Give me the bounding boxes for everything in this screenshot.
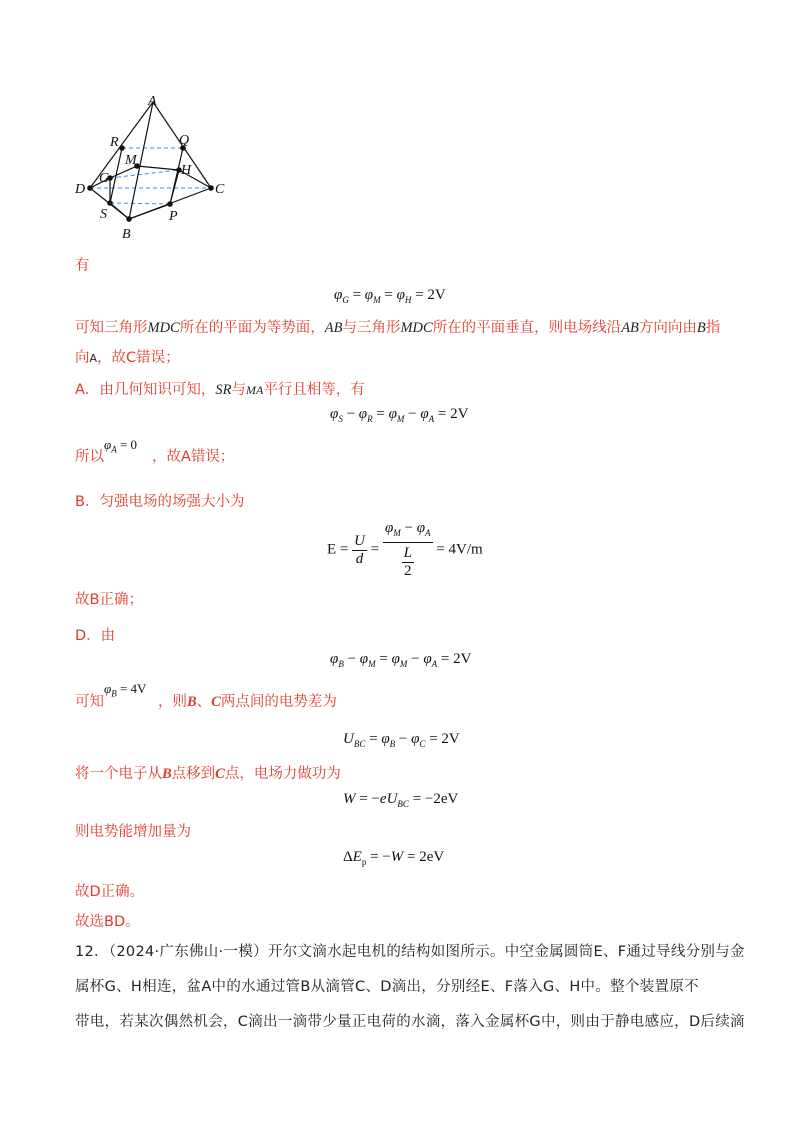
- paragraph-1-line-2: 向A，故C错误；: [75, 350, 180, 366]
- question-12-line-1: 12．（2024·广东佛山·一模）开尔文滴水起电机的结构如图所示。中空金属圆筒E、F通过导线分别与金: [75, 944, 745, 960]
- equation-6: $W = -eU_{BC} = -2eV$: [343, 791, 459, 809]
- label-A: A: [148, 94, 157, 109]
- equation-phi-b: $\varphi_B = 4V$: [104, 681, 147, 699]
- label-P: P: [169, 209, 178, 224]
- equation-5: $U_{BC} = \varphi_B - \varphi_C = 2V$: [343, 731, 460, 749]
- text-you: 有: [75, 258, 90, 274]
- text-a-wrong: ，故A错误；: [152, 449, 235, 465]
- option-d-statement: D．由: [75, 628, 116, 644]
- question-12-line-3: 带电，若某次偶然机会，C滴出一滴带少量正电荷的水滴，落入金属杯G中，则由于静电感应，D后续滴: [75, 1014, 745, 1030]
- text-suoyi: 所以: [75, 449, 104, 465]
- point-P: [167, 201, 173, 207]
- point-D: [87, 185, 93, 191]
- label-C: C: [215, 182, 225, 197]
- text-b-correct: 故B正确；: [75, 592, 143, 608]
- text-answer: 故选BD。: [75, 914, 140, 930]
- text-move-electron: 将一个电子从B点移到C点，电场力做功为: [75, 766, 341, 782]
- text-energy-increase: 则电势能增加量为: [75, 824, 191, 840]
- equation-3: E = $\frac{U}{d}$ = $\frac{\varphi_M - \varphi_A}{\frac{L}{2}}$ = 4V/m: [327, 520, 483, 579]
- text-kezhi: 可知: [75, 694, 104, 710]
- label-S: S: [100, 207, 107, 222]
- label-R: R: [110, 135, 119, 150]
- text-d-correct: 故D正确。: [75, 884, 145, 900]
- equation-phi-a: $\varphi_A = 0$: [104, 437, 138, 455]
- question-12-line-2: 属杯G、H相连，盆A中的水通过管B从滴管C、D滴出，分别经E、F落入G、H中。整个装置原不: [75, 979, 699, 995]
- label-B: B: [122, 227, 131, 242]
- equation-2: $\varphi_S - \varphi_R = \varphi_M - \varphi_A = 2V$: [330, 406, 469, 424]
- equation-4: $\varphi_B - \varphi_M = \varphi_M - \varphi_A = 2V$: [330, 651, 472, 669]
- label-D: D: [75, 182, 86, 197]
- label-G: G: [99, 171, 110, 186]
- edge-BP: [129, 204, 170, 219]
- edge-HP: [170, 170, 179, 204]
- point-R: [119, 145, 125, 151]
- label-M: M: [125, 153, 137, 168]
- tetrahedron-figure: [75, 92, 235, 242]
- edge-SB: [110, 203, 129, 219]
- label-H: H: [181, 163, 192, 178]
- option-b-statement: B．匀强电场的场强大小为: [75, 494, 245, 510]
- point-S: [107, 200, 113, 206]
- edge-MH: [137, 166, 179, 170]
- option-a-statement: A．由几何知识可知，SR与MA平行且相等，有: [75, 382, 365, 398]
- point-C: [208, 185, 214, 191]
- equation-1: $\varphi_G = \varphi_M = \varphi_H = 2V$: [334, 287, 446, 305]
- point-B: [126, 216, 132, 222]
- paragraph-1-line-1: 可知三角形MDC所在的平面为等势面，AB与三角形MDC所在的平面垂直，则电场线沿AB方向向由B指: [75, 320, 721, 336]
- text-potential-difference: ，则B、C两点间的电势差为: [158, 694, 337, 710]
- equation-7: $\Delta E_p = -W = 2eV$: [343, 849, 445, 867]
- label-Q: Q: [179, 133, 190, 148]
- dashed-edge-SP: [110, 203, 170, 204]
